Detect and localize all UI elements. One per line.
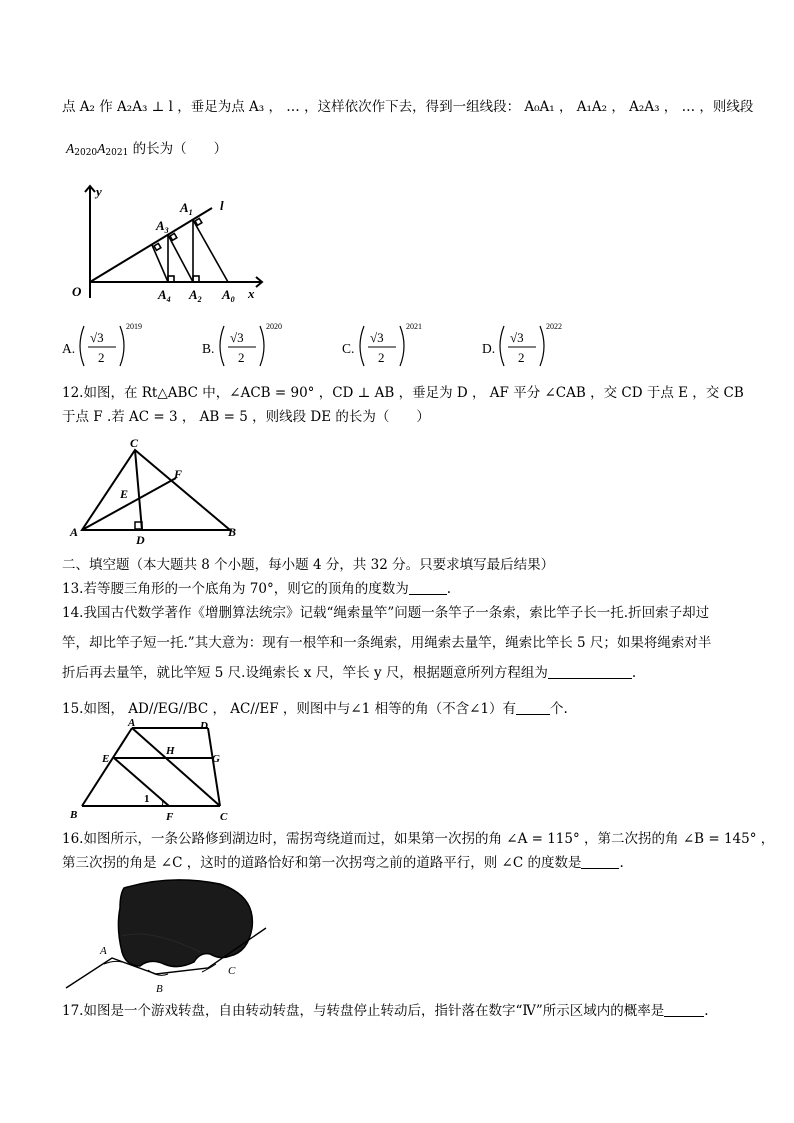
- svg-text:2020: 2020: [266, 322, 282, 331]
- svg-text:√3: √3: [370, 330, 384, 345]
- q11-option-a-math: [76, 320, 146, 372]
- q17: 17.如图是一个游戏转盘，自由转动转盘，与转盘停止转动后，指针落在数字“Ⅳ”所示区域内的概率是 .: [62, 1003, 709, 1019]
- q12-line1: 12.如图，在 Rt△ABC 中，∠ACB = 90° ，CD ⊥ AB ，垂足为 D ， AF 平分 ∠CAB ，交 CD 于点 E ，交 CB: [62, 385, 744, 401]
- q15-angle-1-label: 1: [144, 793, 150, 805]
- q15-e-label: E: [102, 753, 110, 765]
- q11-line2: $A_{2020}A_{2021}$ 的长为（ ）: [66, 141, 228, 158]
- svg-text:√3: √3: [230, 330, 244, 345]
- q16-figure: [60, 878, 280, 998]
- q14-answer-blank[interactable]: [548, 664, 632, 679]
- q15-figure: [66, 718, 246, 828]
- svg-text:A4: $A_4$: [158, 287, 171, 304]
- svg-text:2: 2: [518, 350, 525, 365]
- q15-c-label: C: [220, 811, 228, 823]
- svg-text:A1: $A_1$: [180, 200, 193, 217]
- q12-line2: 于点 F .若 AC = 3 ， AB = 5 ，则线段 DE 的长为（ ）: [62, 409, 430, 425]
- q11-option-c-math: [356, 320, 426, 372]
- svg-text:2019: 2019: [126, 322, 142, 331]
- svg-text:A3: $A_3$: [156, 218, 169, 235]
- q16-c-label: C: [228, 965, 236, 977]
- q12-d-label: D: [136, 533, 145, 546]
- q11-option-d-letter: D.: [482, 341, 496, 356]
- q14-line3: 折后再去量竿，就比竿短 5 尺.设绳索长 x 尺，竿长 y 尺，根据题意所列方程组为 .: [62, 665, 637, 681]
- q11-seg-a: A: [66, 141, 75, 156]
- lake-shape: [118, 880, 252, 967]
- q11-option-a-letter: A.: [62, 341, 76, 356]
- q12-f-label: F: [174, 467, 183, 481]
- q12-a-label: A: [70, 525, 79, 539]
- q15-line1: 15.如图， AD//EG//BC ， AC//EF ，则图中与∠1 相等的角（不含∠1）有 个.: [62, 701, 568, 717]
- q15-f-label: F: [166, 811, 174, 823]
- q11-option-c-letter: C.: [342, 341, 355, 356]
- q11-figure: [62, 178, 272, 308]
- q15-b-label: B: [70, 809, 78, 821]
- svg-text:2022: 2022: [546, 322, 562, 331]
- q12-e-label: E: [120, 487, 129, 501]
- q14-line1: 14.我国古代数学著作《增删算法统宗》记载“绳索量竿”问题一条竿子一条索，索比竿子长一托.折回索子却过: [62, 605, 710, 621]
- svg-text:2021: 2021: [406, 322, 422, 331]
- q11-y-label: y: [96, 184, 102, 199]
- q16-line1: 16.如图所示，一条公路修到湖边时，需拐弯绕道而过，如果第一次拐的角 ∠A = 115° ，第二次拐的角 ∠B = 145° ，: [62, 831, 775, 847]
- q11-o-label: O: [72, 284, 82, 299]
- q11-option-b-math: [216, 320, 286, 372]
- q11-option-b-letter: B.: [202, 341, 215, 356]
- q14-line2: 竿，却比竿子短一托.”其大意为：现有一根竿和一条绳索，用绳索去量竿，绳索比竿长 5 尺；如果将绳索对半: [62, 635, 712, 651]
- q15-h-label: H: [166, 745, 175, 757]
- q13-answer-blank[interactable]: [409, 580, 447, 595]
- q16-answer-blank[interactable]: [581, 854, 619, 869]
- q11-l-label: l: [220, 198, 224, 213]
- q15-answer-blank[interactable]: [516, 700, 550, 715]
- svg-text:2: 2: [238, 350, 245, 365]
- q13: 13.若等腰三角形的一个底角为 70°，则它的顶角的度数为 .: [62, 581, 451, 597]
- q12-c-label: C: [130, 436, 139, 450]
- svg-text:2: 2: [378, 350, 385, 365]
- q15-g-label: G: [212, 753, 220, 765]
- q12-figure: [68, 436, 248, 546]
- q11-x-label: x: [248, 286, 255, 301]
- svg-text:√3: √3: [510, 330, 524, 345]
- svg-text:√3: √3: [90, 330, 104, 345]
- q16-b-label: B: [156, 983, 163, 995]
- q11-line1: 点 A₂ 作 A₂A₃ ⊥ l ，垂足为点 A₃ ， … ，这样依次作下去，得到一组线段： A₀A₁ ， A₁A₂ ， A₂A₃ ， … ，则线段: [62, 99, 754, 115]
- q16-a-label: A: [100, 945, 107, 957]
- svg-text:A2: $A_2$: [189, 287, 202, 304]
- q11-option-d-math: [496, 320, 566, 372]
- q17-answer-blank[interactable]: [664, 1002, 704, 1017]
- q15-d-label: D: [200, 720, 208, 732]
- svg-text:2: 2: [98, 350, 105, 365]
- section-2-heading: 二、填空题（本大题共 8 个小题，每小题 4 分，共 32 分。只要求填写最后结果）: [62, 557, 555, 573]
- q16-line2: 第三次拐的角是 ∠C ，这时的道路恰好和第一次拐弯之前的道路平行，则 ∠C 的度数是 .: [62, 855, 624, 871]
- svg-text:A0: $A_0$: [222, 287, 235, 304]
- q12-b-label: B: [228, 525, 237, 539]
- q15-a-label: A: [128, 718, 136, 729]
